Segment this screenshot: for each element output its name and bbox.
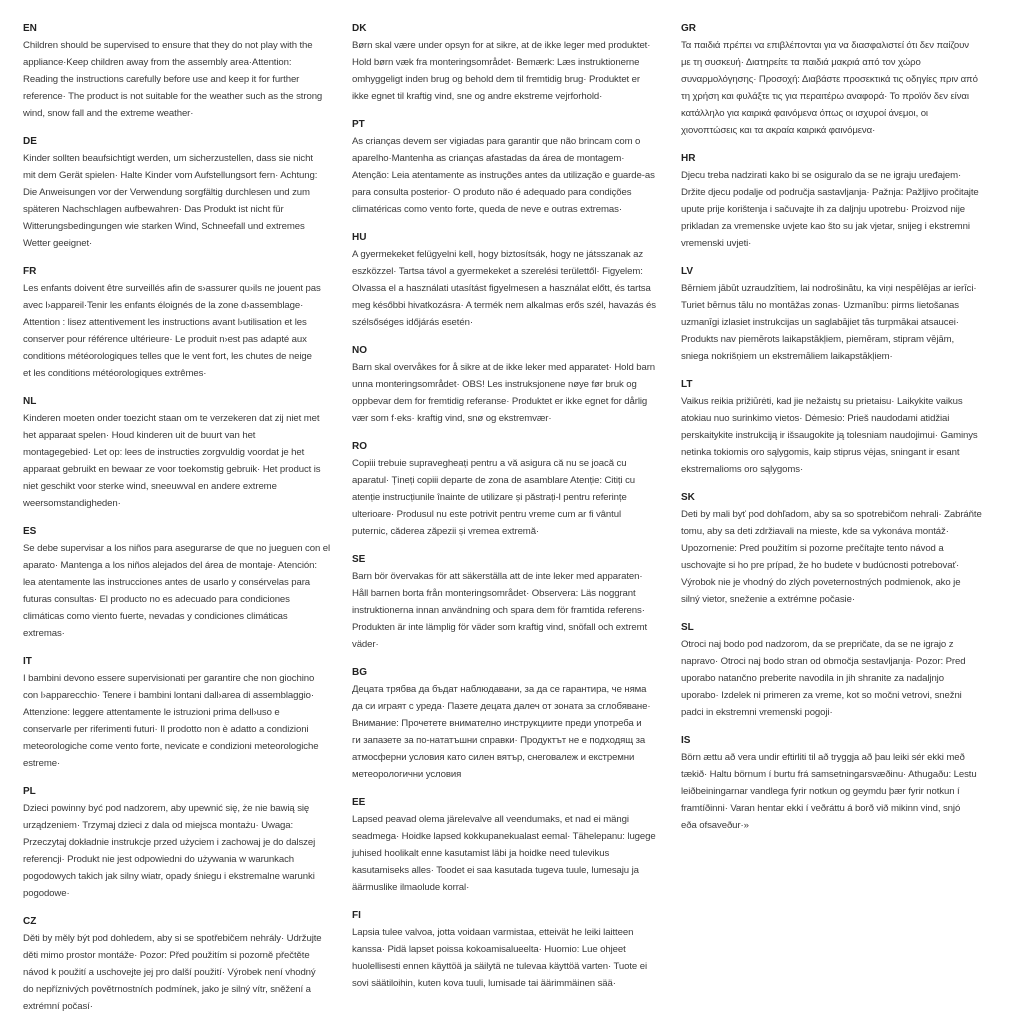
language-section-nl: [23, 393, 353, 512]
safety-warning-text: Kinderen moeten onder toezicht staan om te verzekeren dat zij niet met het apparaat spelen· Houd kinderen uit de buurt van het montagegebied· Let op: lees de instructies zorgvuldig voordat je het apparaat gebruikt en bewaar ze voor toekomstig gebruik· Het product is niet geschikt voor sterke wind, sneeuwval en andere extreme weersomstandigheden·: [23, 413, 321, 509]
safety-warning-text: Lapsed peavad olema järelevalve all veendumaks, et nad ei mängi seadmega· Hoidke lapsed kokkupanekualast eemal· Tähelepanu: lugege juhised hoolikalt enne kasutamist läbi ja hoidke need tulevikus kasutamiseks alles· Toodet ei saa kasutada tugeva tuule, lumesaju ja äärmuslike ilmaolude korral·: [352, 814, 656, 893]
language-code: LV: [681, 266, 694, 277]
safety-warning-text: Bērniem jābūt uzraudzītiem, lai nodrošinātu, ka viņi nespēlējas ar ierīci· Turiet bērnus tālu no montāžas zonas· Uzmanību: pirms lietošanas uzmanīgi izlasiet instrukcijas un saglabājiet tās turpmākai atsaucei· Produkts nav piemērots laikapstākļiem, piemēram, stipram vējām, sniega nokrišņiem un ekstremāliem laikapstākļiem·: [681, 283, 977, 362]
language-code: EE: [352, 797, 366, 808]
language-code: RO: [352, 441, 367, 452]
language-section-sk: [681, 489, 1011, 608]
column-3: [681, 20, 1011, 845]
language-section-no: [352, 342, 682, 427]
safety-warning-text: Lapsia tulee valvoa, jotta voidaan varmistaa, etteivät he leiki laitteen kanssa· Pidä lapset poissa kokoamisalueelta· Huomio: Lue ohjeet huolellisesti ennen käyttöä ja säilytä ne tulevaa käyttöä varten· Tuote ei sovi säätiloihin, kuten kova tuuli, lumisade tai äärimmäinen sää·: [352, 927, 647, 989]
safety-warning-text: Les enfants doivent être surveillés afin de s›assurer qu›ils ne jouent pas avec l›appareil·Tenir les enfants éloignés de la zone d›assemblage· Attention : lisez attentivement les instructions avant l›utilisation et les conserver pour référence ultérieure· Le produit n›est pas adapté aux conditions météorologiques telles que le vent fort, les chutes de neige et les conditions météorologiques extrêmes·: [23, 283, 321, 379]
safety-warning-text: Se debe supervisar a los niños para asegurarse de que no jueguen con el aparato· Mantenga a los niños alejados del área de montaje· Atención: lea atentamente las instrucciones antes de usarlo y consérvelas para futuras consultas· El producto no es adecuado para condiciones climáticas como viento fuerte, nevadas y condiciones climáticas extremas·: [23, 543, 331, 639]
safety-warning-text: Børn skal være under opsyn for at sikre, at de ikke leger med produktet· Hold børn væk fra monteringsområdet· Bemærk: Læs instruktionerne omhyggeligt inden brug og behold dem til fremtidig brug· Produktet er ikke egnet til kraftig vind, sne og andre ekstreme vejrforhold·: [352, 40, 651, 102]
language-code: GR: [681, 23, 696, 34]
safety-warning-text: A gyermekeket felügyelni kell, hogy biztosítsák, hogy ne játsszanak az eszközzel· Tartsa távol a gyermekeket a szerelési területtől· Figyelem: Olvassa el a használati utasítást figyelmesen a használat előtt, és tartsa meg későbbi hivatkozásra· A termék nem alkalmas erős szél, havazás és szélsőséges időjárás esetén·: [352, 249, 656, 328]
language-code: HU: [352, 232, 367, 243]
language-code: SL: [681, 622, 694, 633]
language-section-cz: [23, 913, 353, 1015]
language-section-lt: [681, 376, 1011, 478]
language-code: LT: [681, 379, 693, 390]
safety-warning-text: Barn skal overvåkes for å sikre at de ikke leker med apparatet· Hold barn unna monteringsområdet· OBS! Les instruksjonene nøye før bruk og oppbevar dem for fremtidig referanse· Produktet er ikke egnet for dårlig vær som f·eks· kraftig vind, snø og ekstremvær·: [352, 362, 656, 424]
language-code: ES: [23, 526, 37, 537]
language-section-hr: [681, 150, 1011, 252]
language-code: HR: [681, 153, 696, 164]
column-1: [23, 20, 353, 1026]
safety-warning-text: Barn bör övervakas för att säkerställa att de inte leker med apparaten· Håll barnen borta från monteringsområdet· Observera: Läs noggrant instruktionerna innan användning och spara dem för framtida referens· Produkten är inte lämplig för väder som kraftig vind, snöfall och extremt väder·: [352, 571, 648, 650]
language-section-bg: [352, 664, 682, 783]
safety-warning-text: Copiii trebuie supravegheați pentru a vă asigura că nu se joacă cu aparatul· Țineți copiii departe de zona de asamblare Atenție: Citiți cu atenție instrucțiunile înainte de utilizare și păstrați-l pentru referințe ulterioare· Produsul nu este potrivit pentru vreme cum ar fi vântul puternic, căderea zăpezii și vremea extremă·: [352, 458, 636, 537]
language-section-is: [681, 732, 1011, 834]
language-section-lv: [681, 263, 1011, 365]
language-section-de: [23, 133, 353, 252]
language-section-it: [23, 653, 353, 772]
safety-warning-text: I bambini devono essere supervisionati per garantire che non giochino con l›apparecchio· Tenere i bambini lontani dall›area di assemblaggio· Attenzione: leggere attentamente le istruzioni prima dell›uso e conservarle per riferimenti futuri· Il prodotto non è adatto a condizioni meteorologiche come vento forte, nevicate e condizioni meteorologiche estreme·: [23, 673, 319, 769]
safety-warning-text: Децата трябва да бъдат наблюдавани, за да се гарантира, че няма да си играят с уреда· Пазете децата далеч от зоната за сглобяване· Внимание: Прочетете внимателно инструкциите преди употреба и ги запазете за по-нататъшни справки· Продуктът не е подходящ за атмосферни условия като силен вятър, снеговалеж и екстремни метеорологични условия: [352, 684, 651, 780]
language-section-en: [23, 20, 353, 122]
language-section-fr: [23, 263, 353, 382]
language-section-hu: [352, 229, 682, 331]
safety-warning-text: As crianças devem ser vigiadas para garantir que não brincam com o aparelho·Mantenha as crianças afastadas da área de montagem· Atenção: Leia atentamente as instruções antes da utilização e guarde-as para consulta posterior· O produto não é adequado para condições climatéricas como vento forte, queda de neve e outras extremas·: [352, 136, 655, 215]
language-section-gr: [681, 20, 1011, 139]
language-code: SE: [352, 554, 366, 565]
language-section-pt: [352, 116, 682, 218]
safety-warning-text: Kinder sollten beaufsichtigt werden, um sicherzustellen, dass sie nicht mit dem Gerät spielen· Halte Kinder vom Aufstellungsort fern· Achtung: Die Anweisungen vor der Verwendung sorgfältig durchlesen und zum späteren Nachschlagen aufbewahren· Das Produkt ist nicht für Witterungsbedingungen wie starken Wind, Schneefall und extremes Wetter geeignet·: [23, 153, 318, 249]
safety-warning-text: Otroci naj bodo pod nadzorom, da se prepričate, da se ne igrajo z napravo· Otroci naj bodo stran od območja sestavljanja· Pozor: Pred uporabo natančno preberite navodila in jih shranite za nadaljnjo uporabo· Izdelek ni primeren za vreme, kot so močni vetrovi, snežni padci in ekstremni vremenski pogoji·: [681, 639, 966, 718]
language-code: FR: [23, 266, 37, 277]
safety-warning-text: Börn ættu að vera undir eftirliti til að tryggja að þau leiki sér ekki með tækið· Haltu börnum í burtu frá samsetningarsvæðinu· Athugaðu: Lestu leiðbeiningarnar vandlega fyrir notkun og geymdu þær fyrir notkun í framtíðinni· Varan hentar ekki í veðráttu á borð við mikinn vind, snjó eða ofsaveður·»: [681, 752, 977, 831]
safety-warning-text: Deti by mali byť pod dohľadom, aby sa so spotrebičom nehrali· Zabráňte tomu, aby sa deti zdržiavali na mieste, kde sa vykonáva montáž· Upozornenie: Pred použitím si pozorne prečítajte tento návod a uschovajte si ho pre prípad, že ho budete v budúcnosti potrebovať· Výrobok nie je vhodný do zlých poveternostných podmienok, ako je silný vietor, sneženie a extrémne počasie·: [681, 509, 982, 605]
language-code: NO: [352, 345, 367, 356]
safety-warning-text: Children should be supervised to ensure that they do not play with the appliance·Keep children away from the assembly area·Attention: Reading the instructions carefully before use and keep it for further reference· The product is not suitable for the weather such as the strong wind, snow fall and the extreme weather·: [23, 40, 323, 119]
language-section-pl: [23, 783, 353, 902]
language-code: BG: [352, 667, 367, 678]
safety-warning-text: Djecu treba nadzirati kako bi se osiguralo da se ne igraju uređajem· Držite djecu podalje od područja sastavljanja· Pažnja: Pažljivo pročitajte upute prije korištenja i sačuvajte ih za daljnju upotrebu· Proizvod nije prikladan za vremenske uvjete kao što su jak vjetar, snijeg i ekstremni vremenski uvjeti·: [681, 170, 979, 249]
language-section-fi: [352, 907, 682, 992]
language-code: DE: [23, 136, 37, 147]
column-2: [352, 20, 682, 1003]
language-code: PT: [352, 119, 365, 130]
language-section-ro: [352, 438, 682, 540]
safety-warning-text: Dzieci powinny być pod nadzorem, aby upewnić się, że nie bawią się urządzeniem· Trzymaj dzieci z dala od miejsca montażu· Uwaga: Przeczytaj dokładnie instrukcje przed użyciem i zachowaj je do dalszej referencji· Produkt nie jest odpowiedni do używania w warunkach pogodowych takich jak silny wiatr, opady śniegu i ekstremalne warunki pogodowe·: [23, 803, 316, 899]
language-code: PL: [23, 786, 36, 797]
language-code: IT: [23, 656, 32, 667]
language-code: EN: [23, 23, 37, 34]
language-code: NL: [23, 396, 37, 407]
language-code: IS: [681, 735, 691, 746]
language-code: SK: [681, 492, 695, 503]
language-section-se: [352, 551, 682, 653]
language-section-sl: [681, 619, 1011, 721]
safety-warning-text: Τα παιδιά πρέπει να επιβλέπονται για να διασφαλιστεί ότι δεν παίζουν με τη συσκευή· Διατηρείτε τα παιδιά μακριά από τον χώρο συναρμολόγησης· Προσοχή: Διαβάστε προσεκτικά τις οδηγίες πριν από τη χρήση και φυλάξτε τις για περαιτέρω αναφορά· Το προϊόν δεν είναι κατάλληλο για καιρικά φαινόμενα όπως οι ισχυροί άνεμοι, οι χιονοπτώσεις και τα ακραία καιρικά φαινόμενα·: [681, 40, 978, 136]
language-code: FI: [352, 910, 361, 921]
language-code: DK: [352, 23, 367, 34]
safety-warning-text: Děti by měly být pod dohledem, aby si se spotřebičem nehrály· Udržujte děti mimo prostor montáže· Pozor: Před použitím si pozorně přečtěte návod k použití a uschovejte jej pro další použití· Výrobek není vhodný do nepříznivých povětrnostních podmínek, jako je silný vítr, sněžení a extrémní počasí·: [23, 933, 322, 1012]
language-section-dk: [352, 20, 682, 105]
language-code: CZ: [23, 916, 37, 927]
safety-warning-text: Vaikus reikia prižiūrėti, kad jie nežaistų su prietaisu· Laikykite vaikus atokiau nuo surinkimo vietos· Dėmesio: Prieš naudodami atidžiai perskaitykite instrukciją ir išsaugokite ją tolesniam naudojimui· Gaminys netinka tokiomis oro sąlygomis, kaip stiprus vėjas, sningant ir esant ekstremalioms oro sąlygoms·: [681, 396, 978, 475]
language-section-es: [23, 523, 353, 642]
language-section-ee: [352, 794, 682, 896]
